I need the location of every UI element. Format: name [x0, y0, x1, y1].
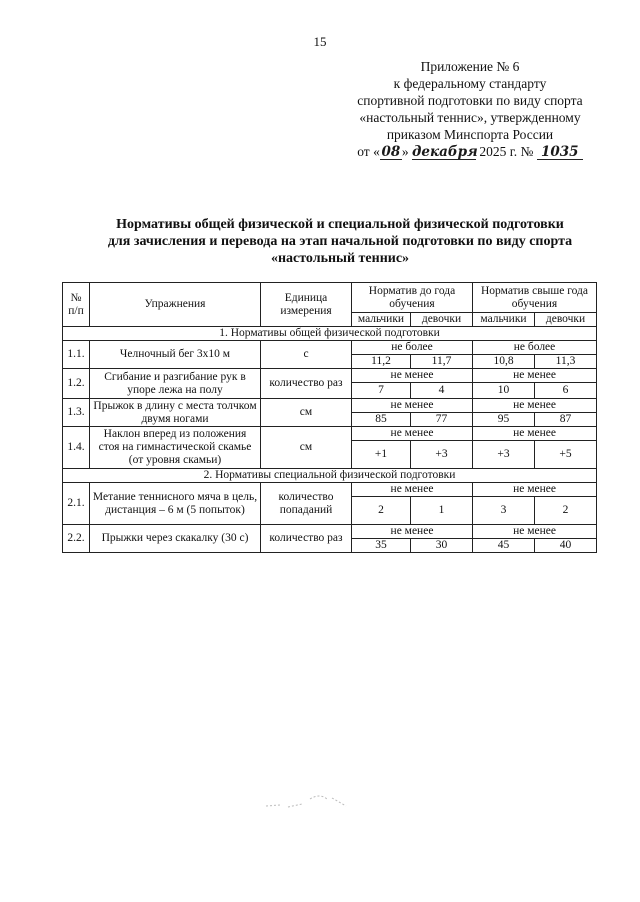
row-unit: см [261, 427, 352, 469]
row-comparator: не более [473, 341, 597, 355]
row-comparator: не менее [352, 369, 473, 383]
row-comparator: не менее [352, 399, 473, 413]
faint-marks [262, 790, 352, 812]
value-cell: 10,8 [473, 355, 535, 369]
row-unit: количество раз [261, 369, 352, 399]
row-exercise: Прыжки через скакалку (30 с) [90, 525, 261, 553]
header-boys: мальчики [352, 313, 411, 327]
value-cell: 11,7 [411, 355, 473, 369]
title-line: «настольный теннис» [270, 251, 410, 266]
norms-table [62, 282, 597, 553]
header-girls: девочки [535, 313, 597, 327]
table-row [63, 427, 597, 441]
appendix-line: «настольный теннис», утвержденному [359, 110, 581, 125]
section-title: 1. Нормативы общей физической подготовки [63, 327, 597, 341]
value-cell: +3 [411, 441, 473, 469]
section-title: 2. Нормативы специальной физической подготовки [63, 469, 597, 483]
value-cell: +1 [352, 441, 411, 469]
value-cell: 11,3 [535, 355, 597, 369]
value-cell: 6 [535, 383, 597, 399]
row-num: 1.3. [63, 399, 90, 427]
header-boys: мальчики [473, 313, 535, 327]
header-unit: Единица измерения [261, 283, 352, 327]
section-row [63, 327, 597, 341]
row-exercise: Прыжок в длину с места толчком двумя ногами [90, 399, 261, 427]
value-cell: 85 [352, 413, 411, 427]
row-comparator: не менее [352, 525, 473, 539]
date-day: 08 [381, 144, 401, 160]
date-mid: » [401, 144, 409, 159]
header-num: № п/п [63, 283, 90, 327]
table-row [63, 341, 597, 355]
value-cell: 11,2 [352, 355, 411, 369]
appendix-line: приказом Минспорта России [386, 127, 554, 142]
value-cell: 3 [473, 497, 535, 525]
section-row [63, 469, 597, 483]
row-exercise: Наклон вперед из положения стоя на гимнастической скамье (от уровня скамьи) [90, 427, 261, 469]
row-unit: количество раз [261, 525, 352, 553]
title-line: Нормативы общей физической и специальной физической подготовки [116, 217, 564, 232]
table-header-row [63, 283, 597, 313]
date-prefix: от « [357, 144, 380, 159]
value-cell: 30 [411, 539, 473, 553]
row-num: 2.2. [63, 525, 90, 553]
row-comparator: не менее [352, 427, 473, 441]
row-comparator: не менее [473, 525, 597, 539]
row-comparator: не менее [473, 427, 597, 441]
value-cell: 35 [352, 539, 411, 553]
table-row [63, 483, 597, 497]
row-exercise: Метание теннисного мяча в цель, дистанция – 6 м (5 попыток) [90, 483, 261, 525]
header-exercise: Упражнения [90, 283, 261, 327]
header-norm-over: Норматив свыше года обучения [473, 283, 597, 313]
appendix-line: спортивной подготовки по виду спорта [357, 93, 583, 108]
appendix-header [300, 58, 640, 160]
order-number: 1035 [537, 145, 583, 160]
table-row [63, 399, 597, 413]
row-exercise: Челночный бег 3x10 м [90, 341, 261, 369]
table-row [63, 369, 597, 383]
document-title [60, 216, 620, 267]
value-cell: 2 [352, 497, 411, 525]
value-cell: 95 [473, 413, 535, 427]
value-cell: 87 [535, 413, 597, 427]
value-cell: 1 [411, 497, 473, 525]
row-exercise: Сгибание и разгибание рук в упоре лежа на полу [90, 369, 261, 399]
row-unit: с [261, 341, 352, 369]
row-comparator: не менее [473, 369, 597, 383]
value-cell: 45 [473, 539, 535, 553]
value-cell: 10 [473, 383, 535, 399]
header-norm-under: Норматив до года обучения [352, 283, 473, 313]
row-num: 1.1. [63, 341, 90, 369]
row-num: 2.1. [63, 483, 90, 525]
table-row [63, 525, 597, 539]
row-num: 1.4. [63, 427, 90, 469]
value-cell: 7 [352, 383, 411, 399]
title-line: для зачисления и перевода на этап начальной подготовки по виду спорта [107, 234, 573, 249]
header-girls: девочки [411, 313, 473, 327]
page-number: 15 [313, 34, 327, 49]
row-comparator: не менее [352, 483, 473, 497]
row-comparator: не менее [473, 483, 597, 497]
row-comparator: не более [352, 341, 473, 355]
row-comparator: не менее [473, 399, 597, 413]
value-cell: 77 [411, 413, 473, 427]
appendix-line: Приложение № 6 [420, 59, 520, 74]
value-cell: 2 [535, 497, 597, 525]
date-year: 2025 г. № [479, 144, 534, 159]
value-cell: +5 [535, 441, 597, 469]
value-cell: 40 [535, 539, 597, 553]
value-cell: +3 [473, 441, 535, 469]
row-unit: количество попаданий [261, 483, 352, 525]
value-cell: 4 [411, 383, 473, 399]
order-date-line [300, 143, 640, 160]
appendix-line: к федеральному стандарту [393, 76, 547, 91]
row-unit: см [261, 399, 352, 427]
row-num: 1.2. [63, 369, 90, 399]
date-month: декабря [411, 144, 478, 160]
